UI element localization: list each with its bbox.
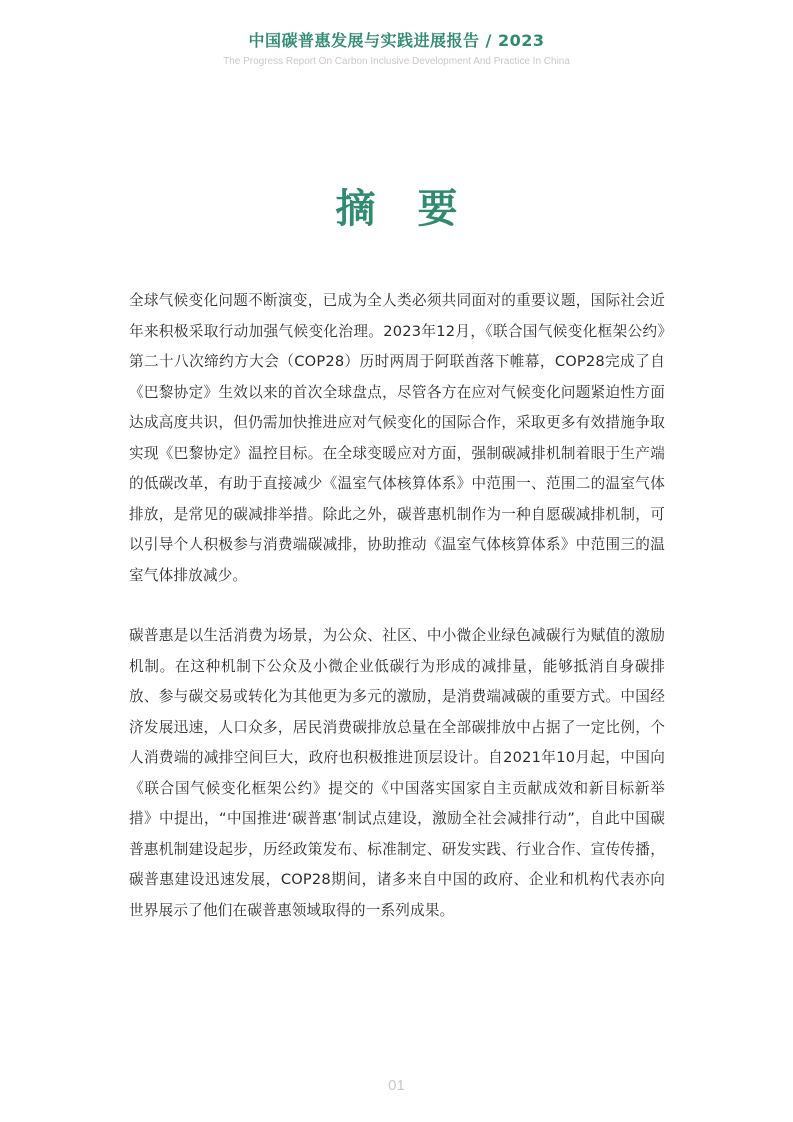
report-subtitle: The Progress Report On Carbon Inclusive Development And Practice In China — [223, 56, 570, 67]
paragraph-2: 碳普惠是以生活消费为场景，为公众、社区、中小微企业绿色减碳行为赋值的激励机制。在这种机制下公众及小微企业低碳行为形成的减排量，能够抵消自身碳排放、参与碳交易或转化为其他更为多元的激励，是消费端减碳的重要方式。中国经济发展迅速，人口众多，居民消费碳排放总量在全部碳排放中占据了一定比例，个人消费端的减排空间巨大，政府也积极推进顶层设计。自2021年10月起，中国向《联合国气候变化框架公约》提交的《中国落实国家自主贡献成效和新目标新举措》中提出，“中国推进‘碳普惠’制试点建设，激励全社会减排行动”，自此中国碳普惠机制建设起步，历经政策发布、标准制定、研发实践、行业合作、宣传传播，碳普惠建设迅速发展，COP28期间，诸多来自中国的政府、企业和机构代表亦向世界展示了他们在碳普惠领域取得的一系列成果。 — [129, 627, 665, 919]
paragraph-1: 全球气候变化问题不断演变，已成为全人类必须共同面对的重要议题，国际社会近年来积极采取行动加强气候变化治理。2023年12月，《联合国气候变化框架公约》第二十八次缔约方大会（COP28）历时两周于阿联酋落下帷幕，COP28完成了自《巴黎协定》生效以来的首次全球盘点，尽管各方在应对气候变化问题紧迫性方面达成高度共识，但仍需加快推进应对气候变化的国际合作，采取更多有效措施争取实现《巴黎协定》温控目标。在全球变暖应对方面，强制碳减排机制着眼于生产端的低碳改革，有助于直接减少《温室气体核算体系》中范围一、范围二的温室气体排放，是常见的碳减排举措。除此之外，碳普惠机制作为一种自愿碳减排机制，可以引导个人积极参与消费端碳减排，协助推动《温室气体核算体系》中范围三的温室气体排放减少。 — [129, 292, 665, 584]
section-title: 摘 要 — [335, 186, 472, 232]
page-number: 01 — [388, 1077, 405, 1094]
report-title: 中国碳普惠发展与实践进展报告 / 2023 — [248, 31, 545, 50]
page-header — [0, 30, 793, 69]
abstract-body — [129, 286, 665, 926]
